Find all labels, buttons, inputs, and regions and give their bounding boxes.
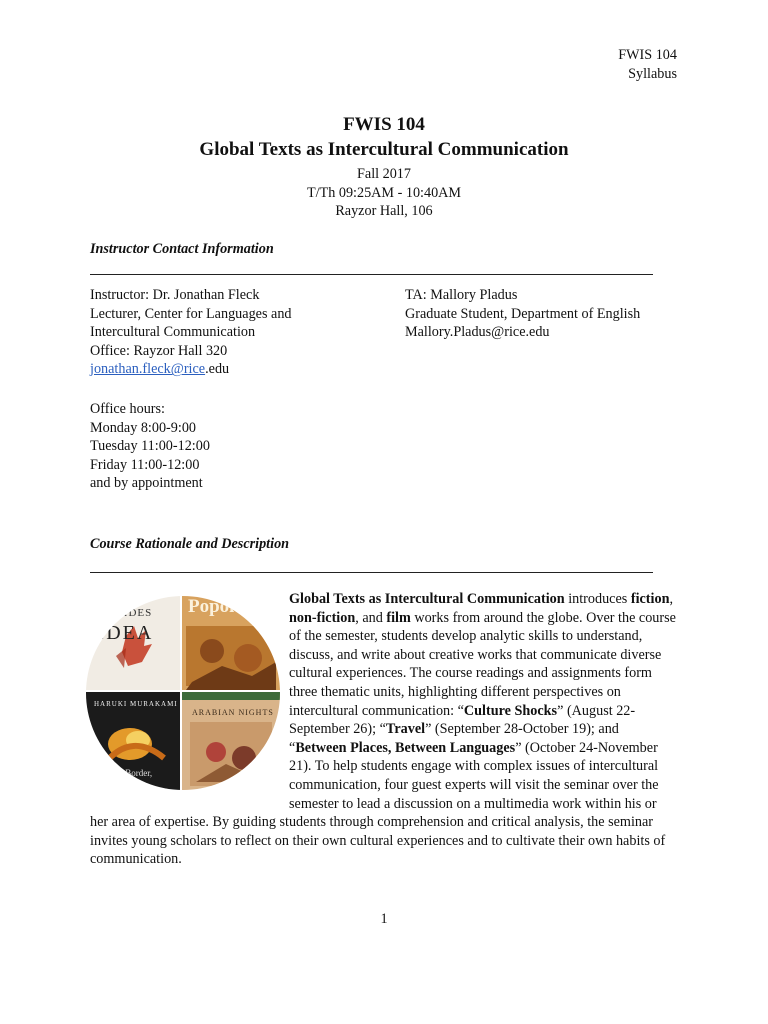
office-hours-slot: Monday 8:00-9:00 — [90, 419, 197, 436]
office-hours-note: and by appointment — [90, 475, 203, 492]
desc-keyword-fiction: fiction — [630, 591, 670, 607]
ta-info — [405, 286, 685, 342]
page-number: 1 — [380, 911, 388, 927]
desc-course-title: Global Texts as Intercultural Communication — [289, 591, 565, 607]
cover-medea-title: EDEA — [92, 622, 154, 644]
ta-email: Mallory.Pladus@rice.edu — [405, 324, 550, 341]
cover-murakami-line2: the Border, — [112, 768, 153, 778]
cover-popol-title: Popol — [188, 596, 235, 617]
course-location: Rayzor Hall, 106 — [335, 203, 433, 220]
header-course-code: FWIS 104 — [618, 47, 677, 63]
instructor-role-line1: Lecturer, Center for Languages and — [90, 305, 292, 322]
instructor-office: Office: Rayzor Hall 320 — [90, 342, 228, 359]
office-hours-slot: Friday 11:00-12:00 — [90, 456, 200, 473]
course-term: Fall 2017 — [357, 166, 411, 182]
ta-role: Graduate Student, Department of English — [405, 305, 641, 322]
section-divider — [90, 274, 653, 275]
instructor-email-link[interactable]: jonathan.fleck@rice — [90, 361, 206, 378]
desc-unit-culture-shocks: Culture Shocks — [463, 702, 558, 719]
ta-name: TA: Mallory Pladus — [405, 287, 518, 303]
instructor-email-domain: .edu — [205, 361, 230, 378]
course-code: FWIS 104 — [343, 114, 425, 135]
running-header — [618, 46, 677, 83]
desc-unit-between-places: Between Places, Between Languages — [295, 739, 516, 756]
cover-murakami-author: HARUKI MURAKAMI — [94, 700, 178, 708]
instructor-email — [90, 360, 390, 379]
office-hours-label: Office hours: — [90, 401, 165, 417]
description-paragraph: Global Texts as Intercultural Communication introduces fiction, non-fiction, and film works from around the globe. Over the course of the semester, students develop analytic skills to understand, discuss, and write about creative works that communicate diverse cultural experiences. The course readings and assignments form three thematic units, highlighting different perspectives on intercultural communication: “Culture Shocks” (August 22-September 26); “Travel” (September 28-October 19); and “Between Places, Between Languages” (October 24-November 21). To help students engage with complex issues of intercultural communication, four guest experts will visit the seminar over the semester to lead a discussion on a multimedia work within his or her area of expertise. By guiding students through comprehension and critical analysis, the seminar invites young scholars to reflect on their own cultural experiences and to cultivate their own habits of communication. — [90, 591, 676, 868]
desc-keyword-film: film — [386, 609, 411, 626]
section-heading-rationale: Course Rationale and Description — [90, 536, 290, 552]
instructor-info — [90, 286, 390, 379]
course-description — [90, 590, 676, 869]
cover-medea-author: IPIDES — [112, 607, 153, 619]
instructor-name: Instructor: Dr. Jonathan Fleck — [90, 287, 260, 303]
course-schedule: T/Th 09:25AM - 10:40AM — [306, 184, 462, 201]
desc-keyword-nonfiction: non-fiction — [289, 609, 356, 626]
cover-murakami-line3: the Sun — [118, 780, 146, 790]
cover-arabian-nights-title: ARABIAN NIGHTS — [192, 708, 274, 717]
office-hours — [90, 400, 210, 493]
section-divider — [90, 572, 653, 573]
section-heading-contact: Instructor Contact Information — [90, 241, 274, 257]
course-title: Global Texts as Intercultural Communication — [199, 139, 569, 160]
desc-unit-travel: Travel — [385, 721, 426, 738]
header-doc-type: Syllabus — [628, 65, 677, 82]
title-block — [0, 112, 768, 221]
instructor-role-line2: Intercultural Communication — [90, 324, 256, 341]
office-hours-slot: Tuesday 11:00-12:00 — [90, 438, 210, 455]
